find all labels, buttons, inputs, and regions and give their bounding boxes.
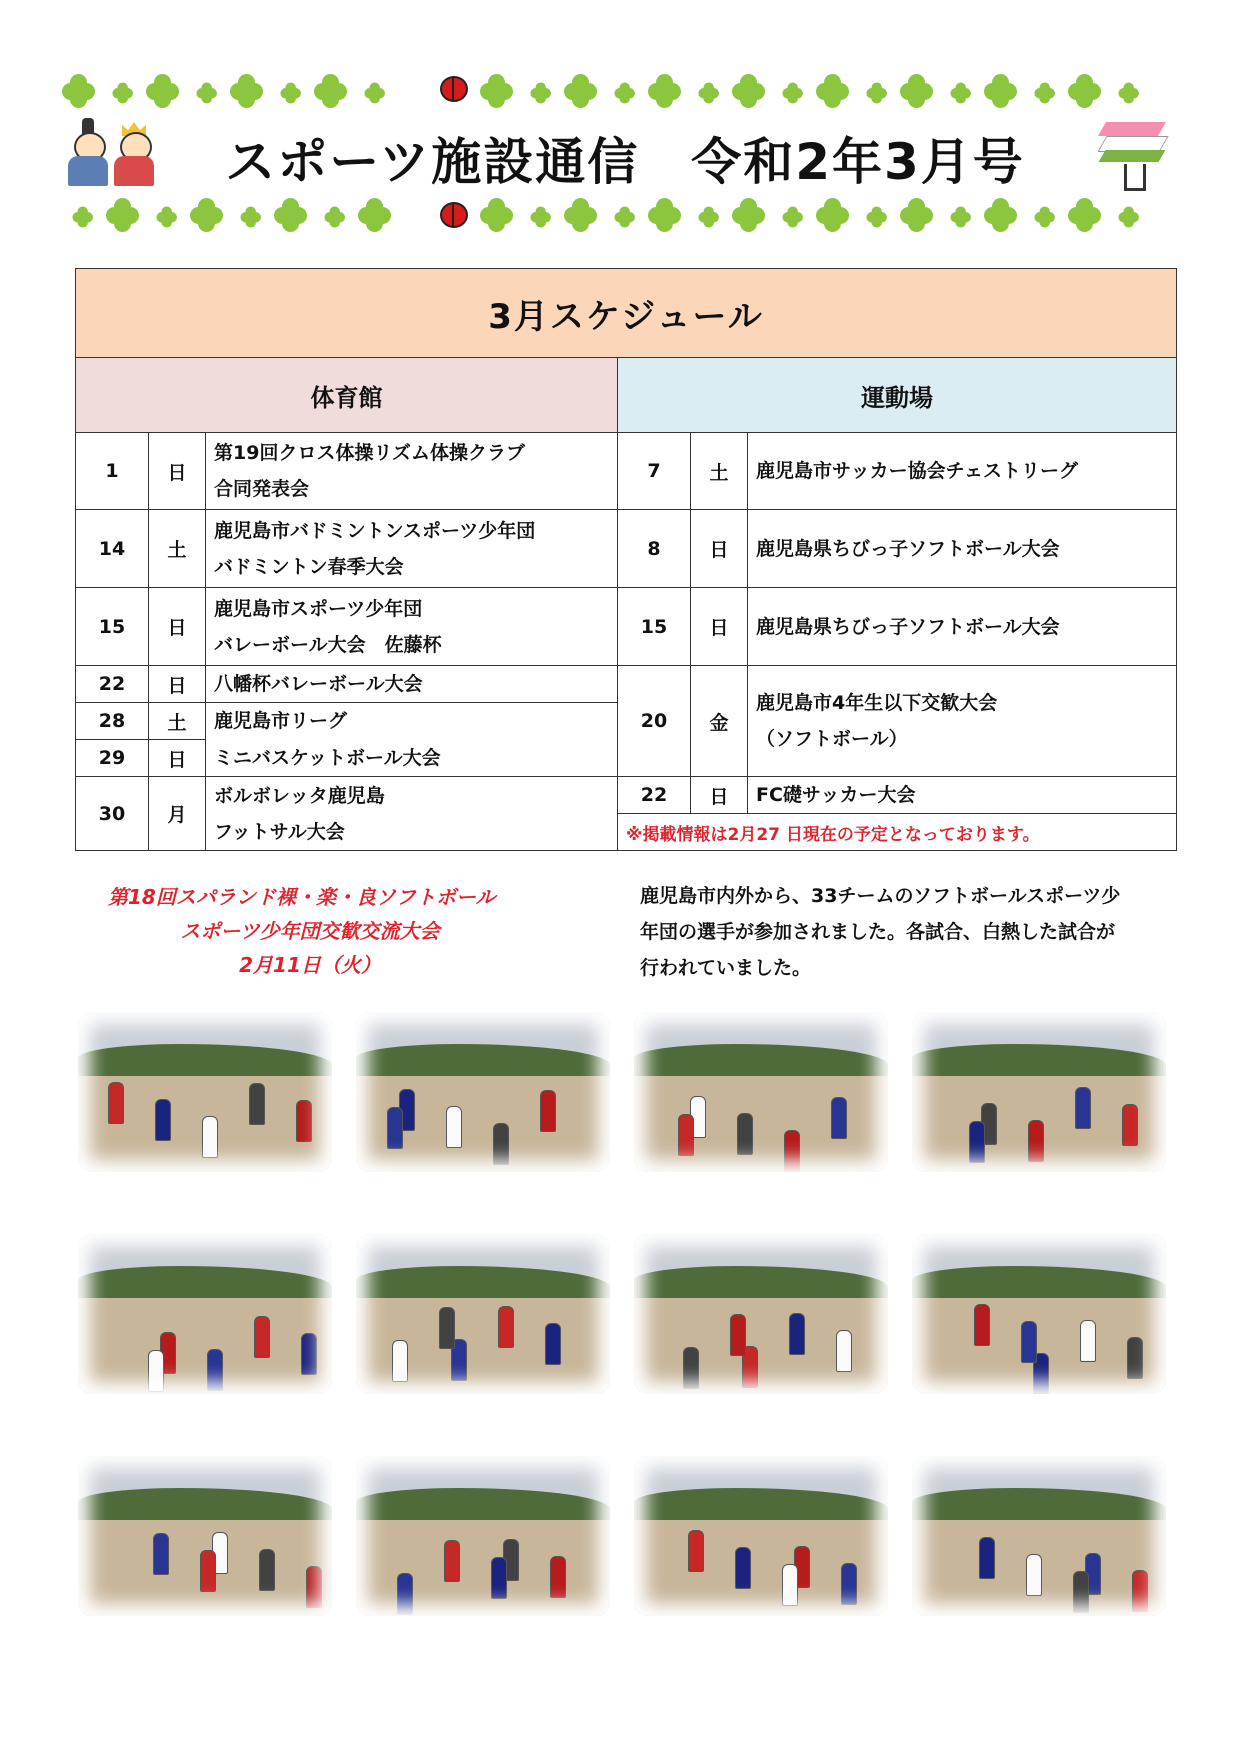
clover-icon (1034, 82, 1055, 103)
event-photo (356, 1234, 610, 1394)
gym-day: 28 (76, 703, 149, 740)
clover-icon (72, 206, 93, 227)
event-description (640, 878, 1160, 986)
event-description-line: 行われていました。 (640, 957, 812, 979)
gym-day: 30 (76, 777, 149, 851)
field-day: 7 (618, 433, 691, 510)
gym-day: 14 (76, 510, 149, 588)
schedule-note: ※掲載情報は2月27 日現在の予定となっております。 (618, 814, 1177, 851)
hina-doll-icon (68, 118, 108, 188)
clover-icon (816, 198, 850, 232)
clover-icon (648, 198, 682, 232)
header-banner (60, 64, 1180, 244)
field-day: 22 (618, 777, 691, 814)
clover-icon (530, 206, 551, 227)
gym-weekday: 日 (149, 666, 206, 703)
clover-icon (950, 206, 971, 227)
clover-icon (480, 74, 514, 108)
clover-icon (196, 82, 217, 103)
clover-icon (950, 82, 971, 103)
field-day: 20 (618, 666, 691, 777)
gym-day: 15 (76, 588, 149, 666)
clover-icon (614, 206, 635, 227)
clover-icon (230, 74, 264, 108)
gym-weekday: 日 (149, 740, 206, 777)
event-photo (356, 1012, 610, 1172)
field-weekday: 土 (691, 433, 748, 510)
clover-icon (900, 74, 934, 108)
table-row (76, 666, 1177, 703)
hishimochi-icon (1094, 122, 1170, 192)
gym-event (206, 777, 618, 851)
clover-icon (106, 198, 140, 232)
field-event (748, 666, 1177, 777)
gym-weekday: 日 (149, 588, 206, 666)
event-photo (356, 1456, 610, 1616)
clover-icon (698, 206, 719, 227)
event-photo (912, 1234, 1166, 1394)
clover-icon (614, 82, 635, 103)
event-photo (78, 1234, 332, 1394)
clover-icon (984, 74, 1018, 108)
gym-event-line: 鹿児島市バドミントンスポーツ少年団 (214, 519, 536, 542)
clover-icon (1118, 82, 1139, 103)
clover-icon (358, 198, 392, 232)
clover-icon (240, 206, 261, 227)
field-event: 鹿児島県ちびっ子ソフトボール大会 (748, 588, 1177, 666)
event-title-line: 第18回スパランド裸・楽・良ソフトボール (108, 885, 496, 909)
clover-icon (480, 198, 514, 232)
clover-icon (1068, 198, 1102, 232)
clover-icon (782, 82, 803, 103)
event-title-line: スポーツ少年団交歓交流大会 (180, 919, 440, 943)
clover-icon (984, 198, 1018, 232)
gym-event (206, 588, 618, 666)
clover-icon (146, 74, 180, 108)
clover-icon (324, 206, 345, 227)
gym-event-line: バレーボール大会 佐藤杯 (214, 633, 442, 656)
gym-event-line: 鹿児島市スポーツ少年団 (214, 597, 423, 620)
schedule-table (75, 268, 1177, 851)
gym-event-line: 第19回クロス体操リズム体操クラブ (214, 442, 526, 464)
clover-icon (732, 198, 766, 232)
schedule-caption: 3月スケジュール (76, 269, 1177, 358)
clover-icon (364, 82, 385, 103)
hina-doll-icon (114, 118, 154, 188)
ladybug-icon (440, 202, 468, 228)
event-description-line: 年団の選手が参加されました。各試合、白熱した試合が (640, 921, 1116, 943)
field-event: 鹿児島市サッカー協会チェストリーグ (748, 433, 1177, 510)
gym-event-line: ボルボレッタ鹿児島 (214, 784, 385, 807)
table-row (76, 588, 1177, 666)
event-photo (912, 1456, 1166, 1616)
gym-day: 22 (76, 666, 149, 703)
event-photo (634, 1456, 888, 1616)
gym-event: 鹿児島市リーグ (206, 703, 618, 740)
gym-event-line: バドミントン春季大会 (214, 555, 404, 578)
clover-icon (62, 74, 96, 108)
clover-icon (112, 82, 133, 103)
gym-weekday: 日 (149, 433, 206, 510)
clover-icon (564, 74, 598, 108)
field-weekday: 日 (691, 588, 748, 666)
clover-icon (190, 198, 224, 232)
field-event: 鹿児島県ちびっ子ソフトボール大会 (748, 510, 1177, 588)
field-day: 8 (618, 510, 691, 588)
field-event-line: 鹿児島市4年生以下交歓大会 (756, 692, 998, 714)
clover-icon (1034, 206, 1055, 227)
clover-border-bottom (60, 196, 1180, 240)
gym-weekday: 月 (149, 777, 206, 851)
field-header: 運動場 (618, 358, 1177, 433)
field-event-line: （ソフトボール） (756, 728, 908, 750)
clover-border-top (60, 72, 1180, 116)
clover-icon (156, 206, 177, 227)
field-day: 15 (618, 588, 691, 666)
table-row (76, 510, 1177, 588)
ladybug-icon (440, 76, 468, 102)
field-weekday: 金 (691, 666, 748, 777)
event-photo (78, 1012, 332, 1172)
clover-icon (1118, 206, 1139, 227)
clover-icon (900, 198, 934, 232)
event-title (80, 880, 540, 982)
gym-event-line: 合同発表会 (214, 478, 310, 500)
event-photo (912, 1012, 1166, 1172)
gym-day: 1 (76, 433, 149, 510)
table-row (76, 777, 1177, 814)
page-title: スポーツ施設通信 令和2年3月号 (225, 133, 1025, 191)
photo-grid (78, 1012, 1178, 1632)
clover-icon (732, 74, 766, 108)
gym-event-line: フットサル大会 (214, 820, 345, 843)
event-date: 2月11日（火） (239, 953, 381, 977)
gym-day: 29 (76, 740, 149, 777)
field-weekday: 日 (691, 777, 748, 814)
gym-event: 八幡杯バレーボール大会 (206, 666, 618, 703)
clover-icon (280, 82, 301, 103)
event-description-line: 鹿児島市内外から、33チームのソフトボールスポーツ少 (640, 885, 1121, 907)
event-photo (634, 1012, 888, 1172)
clover-icon (866, 82, 887, 103)
gym-event (206, 433, 618, 510)
gym-event (206, 510, 618, 588)
clover-icon (274, 198, 308, 232)
clover-icon (698, 82, 719, 103)
gym-weekday: 土 (149, 703, 206, 740)
gym-header: 体育館 (76, 358, 618, 433)
field-event: FC礎サッカー大会 (748, 777, 1177, 814)
clover-icon (866, 206, 887, 227)
clover-icon (530, 82, 551, 103)
clover-icon (816, 74, 850, 108)
table-row (76, 433, 1177, 510)
clover-icon (1068, 74, 1102, 108)
field-weekday: 日 (691, 510, 748, 588)
clover-icon (564, 198, 598, 232)
event-photo (634, 1234, 888, 1394)
event-photo (78, 1456, 332, 1616)
clover-icon (648, 74, 682, 108)
clover-icon (782, 206, 803, 227)
clover-icon (314, 74, 348, 108)
gym-weekday: 土 (149, 510, 206, 588)
gym-event: ミニバスケットボール大会 (206, 740, 618, 777)
